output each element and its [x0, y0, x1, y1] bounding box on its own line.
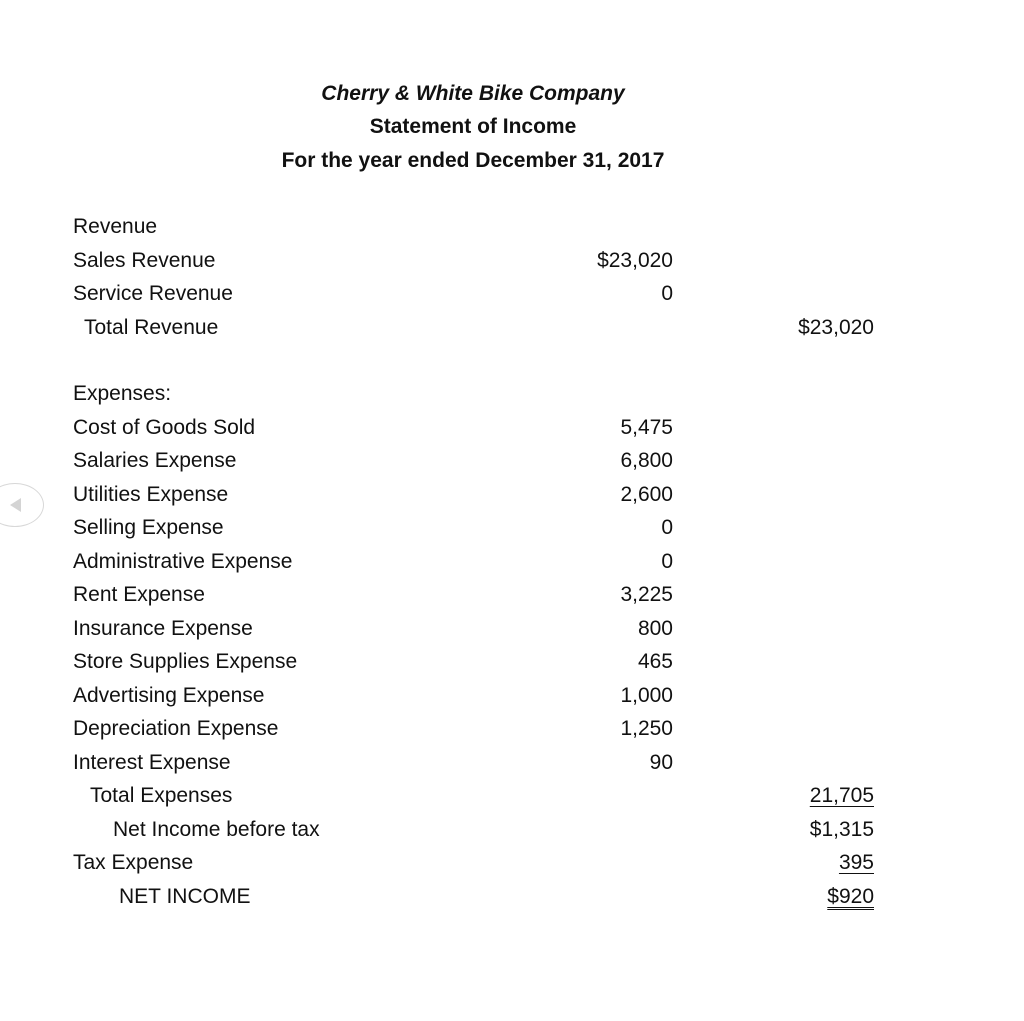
- income-before-tax-label: Net Income before tax: [113, 818, 320, 841]
- line-item-label: Administrative Expense: [73, 550, 293, 573]
- revenue-heading: Revenue: [73, 215, 158, 238]
- line-item-row: [0, 513, 1024, 543]
- line-item-label: Advertising Expense: [73, 684, 265, 707]
- line-item-row: [0, 413, 1024, 443]
- line-item-row: [0, 647, 1024, 677]
- income-before-tax-row: [0, 815, 1024, 845]
- line-item-row: [0, 547, 1024, 577]
- total-expenses-label: Total Expenses: [90, 784, 233, 807]
- line-item-row: [0, 714, 1024, 744]
- line-item-label: Sales Revenue: [73, 249, 216, 272]
- line-item-amount: 465: [637, 650, 673, 673]
- line-item-label: Selling Expense: [73, 516, 224, 539]
- line-item-amount: 3,225: [620, 583, 673, 606]
- line-item-row: [0, 446, 1024, 476]
- line-item-amount: 1,000: [620, 684, 673, 707]
- line-item-label: Depreciation Expense: [73, 717, 279, 740]
- tax-expense-row: [0, 848, 1024, 878]
- statement-period: For the year ended December 31, 2017: [281, 149, 665, 172]
- line-item-label: Cost of Goods Sold: [73, 416, 256, 439]
- line-item-label: Service Revenue: [73, 282, 233, 305]
- line-item-row: [0, 681, 1024, 711]
- line-item-label: Rent Expense: [73, 583, 205, 606]
- total-revenue-row: [0, 313, 1024, 343]
- net-income-label: NET INCOME: [119, 885, 251, 908]
- line-item-amount: 0: [661, 550, 673, 573]
- income-before-tax-amount: $1,315: [809, 818, 874, 841]
- line-item-amount: 1,250: [620, 717, 673, 740]
- line-item-amount: 0: [661, 282, 673, 305]
- tax-expense-label: Tax Expense: [73, 851, 194, 874]
- revenue-heading-row: [0, 212, 1024, 242]
- company-name: Cherry & White Bike Company: [321, 82, 625, 105]
- net-income-row: [0, 882, 1024, 912]
- line-item-label: Utilities Expense: [73, 483, 229, 506]
- line-item-label: Insurance Expense: [73, 617, 253, 640]
- line-item-label: Interest Expense: [73, 751, 231, 774]
- total-revenue-amount: $23,020: [798, 316, 874, 339]
- line-item-row: [0, 279, 1024, 309]
- chevron-left-icon: [9, 497, 23, 513]
- total-revenue-label: Total Revenue: [84, 316, 219, 339]
- statement-title: Statement of Income: [369, 115, 577, 138]
- total-expenses-row: [0, 781, 1024, 811]
- line-item-row: [0, 580, 1024, 610]
- line-item-label: Store Supplies Expense: [73, 650, 298, 673]
- line-item-amount: 800: [637, 617, 673, 640]
- line-item-label: Salaries Expense: [73, 449, 237, 472]
- line-item-amount: 5,475: [620, 416, 673, 439]
- total-expenses-amount: 21,705: [809, 784, 874, 807]
- expenses-heading: Expenses:: [73, 382, 172, 405]
- line-item-amount: 90: [649, 751, 673, 774]
- line-item-row: [0, 246, 1024, 276]
- line-item-row: [0, 480, 1024, 510]
- line-item-row: [0, 748, 1024, 778]
- expenses-heading-row: [0, 379, 1024, 409]
- line-item-amount: 2,600: [620, 483, 673, 506]
- line-item-row: [0, 614, 1024, 644]
- line-item-amount: 6,800: [620, 449, 673, 472]
- line-item-amount: $23,020: [597, 249, 673, 272]
- net-income-amount: $920: [827, 885, 874, 908]
- tax-expense-amount: 395: [838, 851, 874, 874]
- line-item-amount: 0: [661, 516, 673, 539]
